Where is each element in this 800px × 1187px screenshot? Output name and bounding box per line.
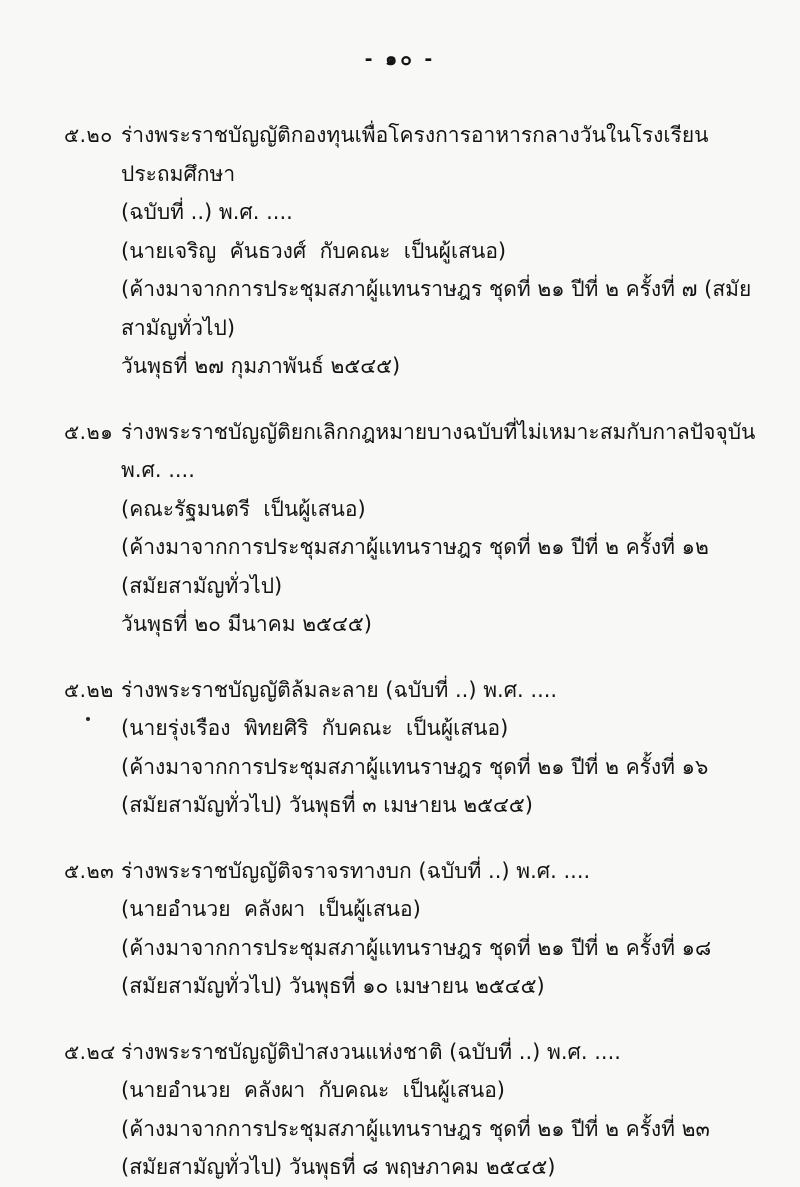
bill-item-line: (นายเจริญ คันธวงศ์ กับคณะ เป็นผู้เสนอ) xyxy=(121,238,507,263)
bill-item-number: ๕.๒๐ xyxy=(64,123,113,147)
bill-item-line: (สมัยสามัญทั่วไป) วันพุธที่ ๑๐ เมษายน ๒๕๔๕) xyxy=(121,974,545,998)
bill-item-text xyxy=(121,116,762,386)
bill-item-line: (ค้างมาจากการประชุมสภาผู้แทนราษฎร ชุดที่ ๒๑ ปีที่ ๒ ครั้งที่ ๒๓ xyxy=(121,1116,710,1141)
bill-item-line: วันพุธที่ ๒๗ กุมภาพันธ์ ๒๕๔๕) xyxy=(121,354,401,378)
bill-item-line: (คณะรัฐมนตรี เป็นผู้เสนอ) xyxy=(121,496,366,521)
bill-item-number: ๕.๒๓ xyxy=(64,858,115,883)
bill-item-line: ร่างพระราชบัญญัติยกเลิกกฎหมายบางฉบับที่ไม่เหมาะสมกับกาลปัจจุบัน พ.ศ. .... xyxy=(121,419,763,482)
bill-item-number: ๕.๒๑ xyxy=(64,419,114,444)
bill-item-text xyxy=(121,671,762,825)
bill-item-line: (นายอำนวย คลังผา กับคณะ เป็นผู้เสนอ) xyxy=(121,1078,505,1102)
bill-item-line: (ค้างมาจากการประชุมสภาผู้แทนราษฎร ชุดที่ ๒๑ ปีที่ ๒ ครั้งที่ ๑๘ xyxy=(121,935,712,960)
bill-item-line: ร่างพระราชบัญญัติกองทุนเพื่อโครงการอาหารกลางวันในโรงเรียนประถมศึกษา xyxy=(121,123,709,186)
bill-item xyxy=(64,116,762,386)
bill-item-line: (ค้างมาจากการประชุมสภาผู้แทนราษฎร ชุดที่ ๒๑ ปีที่ ๒ ครั้งที่ ๑๒ (สมัยสามัญทั่วไป) xyxy=(121,535,716,598)
bill-item-line: ร่างพระราชบัญญัติล้มละลาย (ฉบับที่ ..) พ.ศ. .... xyxy=(121,677,558,702)
scan-artifact-dot xyxy=(86,717,90,721)
bill-item-text xyxy=(121,852,762,1006)
bill-item xyxy=(64,413,762,644)
bill-item-line: (ค้างมาจากการประชุมสภาผู้แทนราษฎร ชุดที่ ๒๑ ปีที่ ๒ ครั้งที่ ๑๖ xyxy=(121,754,709,779)
bill-item-text xyxy=(121,413,762,644)
bill-item-line: ร่างพระราชบัญญัติป่าสงวนแห่งชาติ (ฉบับที่ ..) พ.ศ. .... xyxy=(121,1039,621,1064)
bill-item-line: (ค้างมาจากการประชุมสภาผู้แทนราษฎร ชุดที่ ๒๑ ปีที่ ๒ ครั้งที่ ๗ (สมัยสามัญทั่วไป) xyxy=(121,277,752,340)
bill-item-number: ๕.๒๔ xyxy=(64,1039,116,1064)
bill-item xyxy=(64,852,762,1006)
bill-item-line: (นายรุ่งเรือง พิทยศิริ กับคณะ เป็นผู้เสนอ) xyxy=(121,716,509,740)
bill-item-line: (ฉบับที่ ..) พ.ศ. .... xyxy=(121,200,293,224)
bill-item-line: (สมัยสามัญทั่วไป) วันพุธที่ ๘ พฤษภาคม ๒๕๔๕) xyxy=(121,1155,556,1179)
bill-item-number: ๕.๒๒ xyxy=(64,677,114,702)
bill-item xyxy=(64,671,762,825)
bill-list xyxy=(64,116,762,1187)
bill-item-line: วันพุธที่ ๒๐ มีนาคม ๒๕๔๕) xyxy=(121,612,372,636)
bill-item-line: (นายอำนวย คลังผา เป็นผู้เสนอ) xyxy=(121,897,421,921)
bill-item-line: ร่างพระราชบัญญัติจราจรทางบก (ฉบับที่ ..) พ.ศ. .... xyxy=(121,858,591,883)
bill-item-line: (สมัยสามัญทั่วไป) วันพุธที่ ๓ เมษายน ๒๕๔๕) xyxy=(121,793,533,817)
page-number: - ๑๐ - xyxy=(364,48,436,70)
